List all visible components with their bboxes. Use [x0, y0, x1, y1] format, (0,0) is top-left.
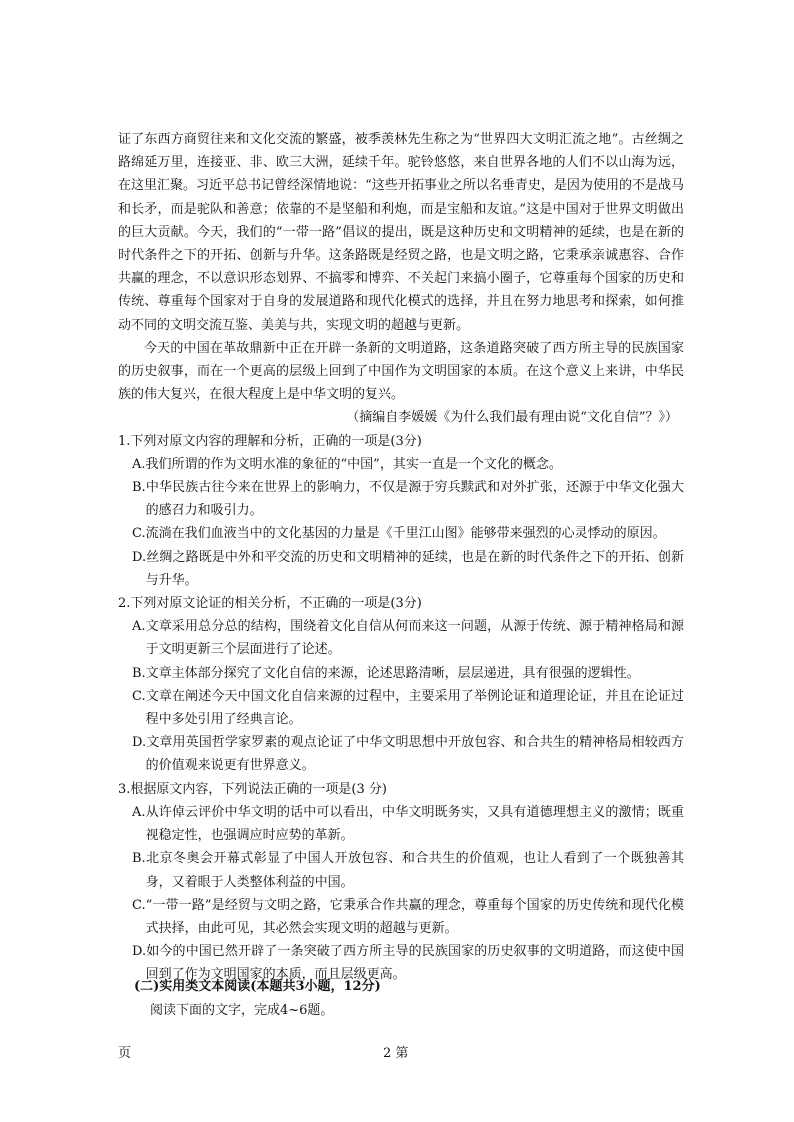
passage-paragraph-2: 今天的中国在革故鼎新中正在开辟一条新的文明道路，这条道路突破了西方所主导的民族国家的历史叙事，而在一个更高的层级上回到了中国作为文明国家的本质。在这个意义上来讲，中华民族的伟大复兴，在很大程度上是中华文明的复兴。	[118, 340, 684, 403]
option-a: A.我们所谓的作为文明水准的象征的“中国”，其实一直是一个文化的概念。	[132, 456, 562, 472]
option-b: B.文章主体部分探究了文化自信的来源，论述思路清晰，层层递进，具有很强的逻辑性。	[132, 665, 640, 681]
main-content	[118, 128, 684, 987]
question-stem: 2.下列对原文论证的相关分析，不正确的一项是(3分)	[118, 596, 422, 612]
question-stem: 3.根据原文内容，下列说法正确的一项是(3 分)	[118, 781, 387, 797]
question-2	[118, 592, 684, 778]
option-d: D.文章用英国哲学家罗素的观点论证了中华文明思想中开放包容、和合共生的精神格局相较西方的价值观来说更有世界意义。	[132, 735, 684, 774]
footer-page-label: 页	[118, 1046, 132, 1061]
option-c: C.文章在阐述今天中国文化自信来源的过程中，主要采用了举例论证和道理论证，并且在论证过程中多处引用了经典言论。	[132, 688, 684, 728]
option-a: A.文章采用总分总的结构，围绕着文化自信从何而来这一问题，从源于传统、源于精神格局和源于文明更新三个层面进行了论述。	[132, 619, 684, 658]
option-b: B.北京冬奥会开幕式彰显了中国人开放包容、和合共生的价值观，也让人看到了一个既独善其身，又着眼于人类整体利益的中国。	[132, 851, 684, 890]
section-instruction: 阅读下面的文字，完成4~6题。	[150, 1003, 334, 1018]
option-a: A.从许倬云评价中华文明的话中可以看出，中华文明既务实，又具有道德理想主义的激情；既重视稳定性，也强调应时应势的革新。	[132, 804, 684, 844]
question-stem: 1.下列对原文内容的理解和分析，正确的一项是(3分)	[118, 433, 422, 449]
section-heading: (二)实用类文本阅读(本题共3小题，12分)	[134, 979, 381, 994]
option-c: C.“一带一路”是经贸与文明之路，它秉承合作共赢的理念，尊重每个国家的历史传统和现代化模式抉择，由此可见，其必然会实现文明的超越与更新。	[132, 897, 684, 936]
passage-source: （摘编自李媛媛《为什么我们最有理由说“文化自信”？》）	[346, 410, 678, 426]
option-c: C.流淌在我们血液当中的文化基因的力量是《千里江山图》能够带来强烈的心灵悸动的原因。	[132, 526, 666, 542]
footer-page-number: 2 第	[383, 1046, 409, 1061]
option-d: D.如今的中国已然开辟了一条突破了西方所主导的民族国家的历史叙事的文明道路，而这使中国回到了作为文明国家的本质，而且层级更高。	[132, 944, 684, 983]
passage-paragraph-1: 证了东西方商贸往来和文化交流的繁盛，被季羡林先生称之为“世界四大文明汇流之地”。古丝绸之路绵延万里，连接亚、非、欧三大洲，延续千年。驼铃悠悠，来自世界各地的人们不以山海为远，在这里汇聚。习近平总书记曾经深情地说：“这些开拓事业之所以名垂青史，是因为使用的不是战马和长矛，而是驼队和善意；依靠的不是坚船和利炮，而是宝船和友谊。”这是中国对于世界文明做出的巨大贡献。今天，我们的“一带一路”倡议的提出，既是这种历史和文明精神的延续，也是在新的时代条件之下的开拓、创新与升华。这条路既是经贸之路，也是文明之路，它秉承亲诚惠容、合作共赢的理念，不以意识形态划界、不搞零和博弈、不关起门来搞小圈子，它尊重每个国家的历史和传统、尊重每个国家对于自身的发展道路和现代化模式的选择，并且在努力地思考和探索，如何推动不同的文明交流互鉴、美美与共，实现文明的超越与更新。	[118, 132, 684, 333]
question-3	[118, 778, 684, 987]
option-b: B.中华民族古往今来在世界上的影响力，不仅是源于穷兵黩武和对外扩张，还源于中华文化强大的感召力和吸引力。	[132, 480, 684, 519]
question-1	[118, 430, 684, 592]
option-d: D.丝绸之路既是中外和平交流的历史和文明精神的延续，也是在新的时代条件之下的开拓、创新与升华。	[132, 549, 684, 588]
